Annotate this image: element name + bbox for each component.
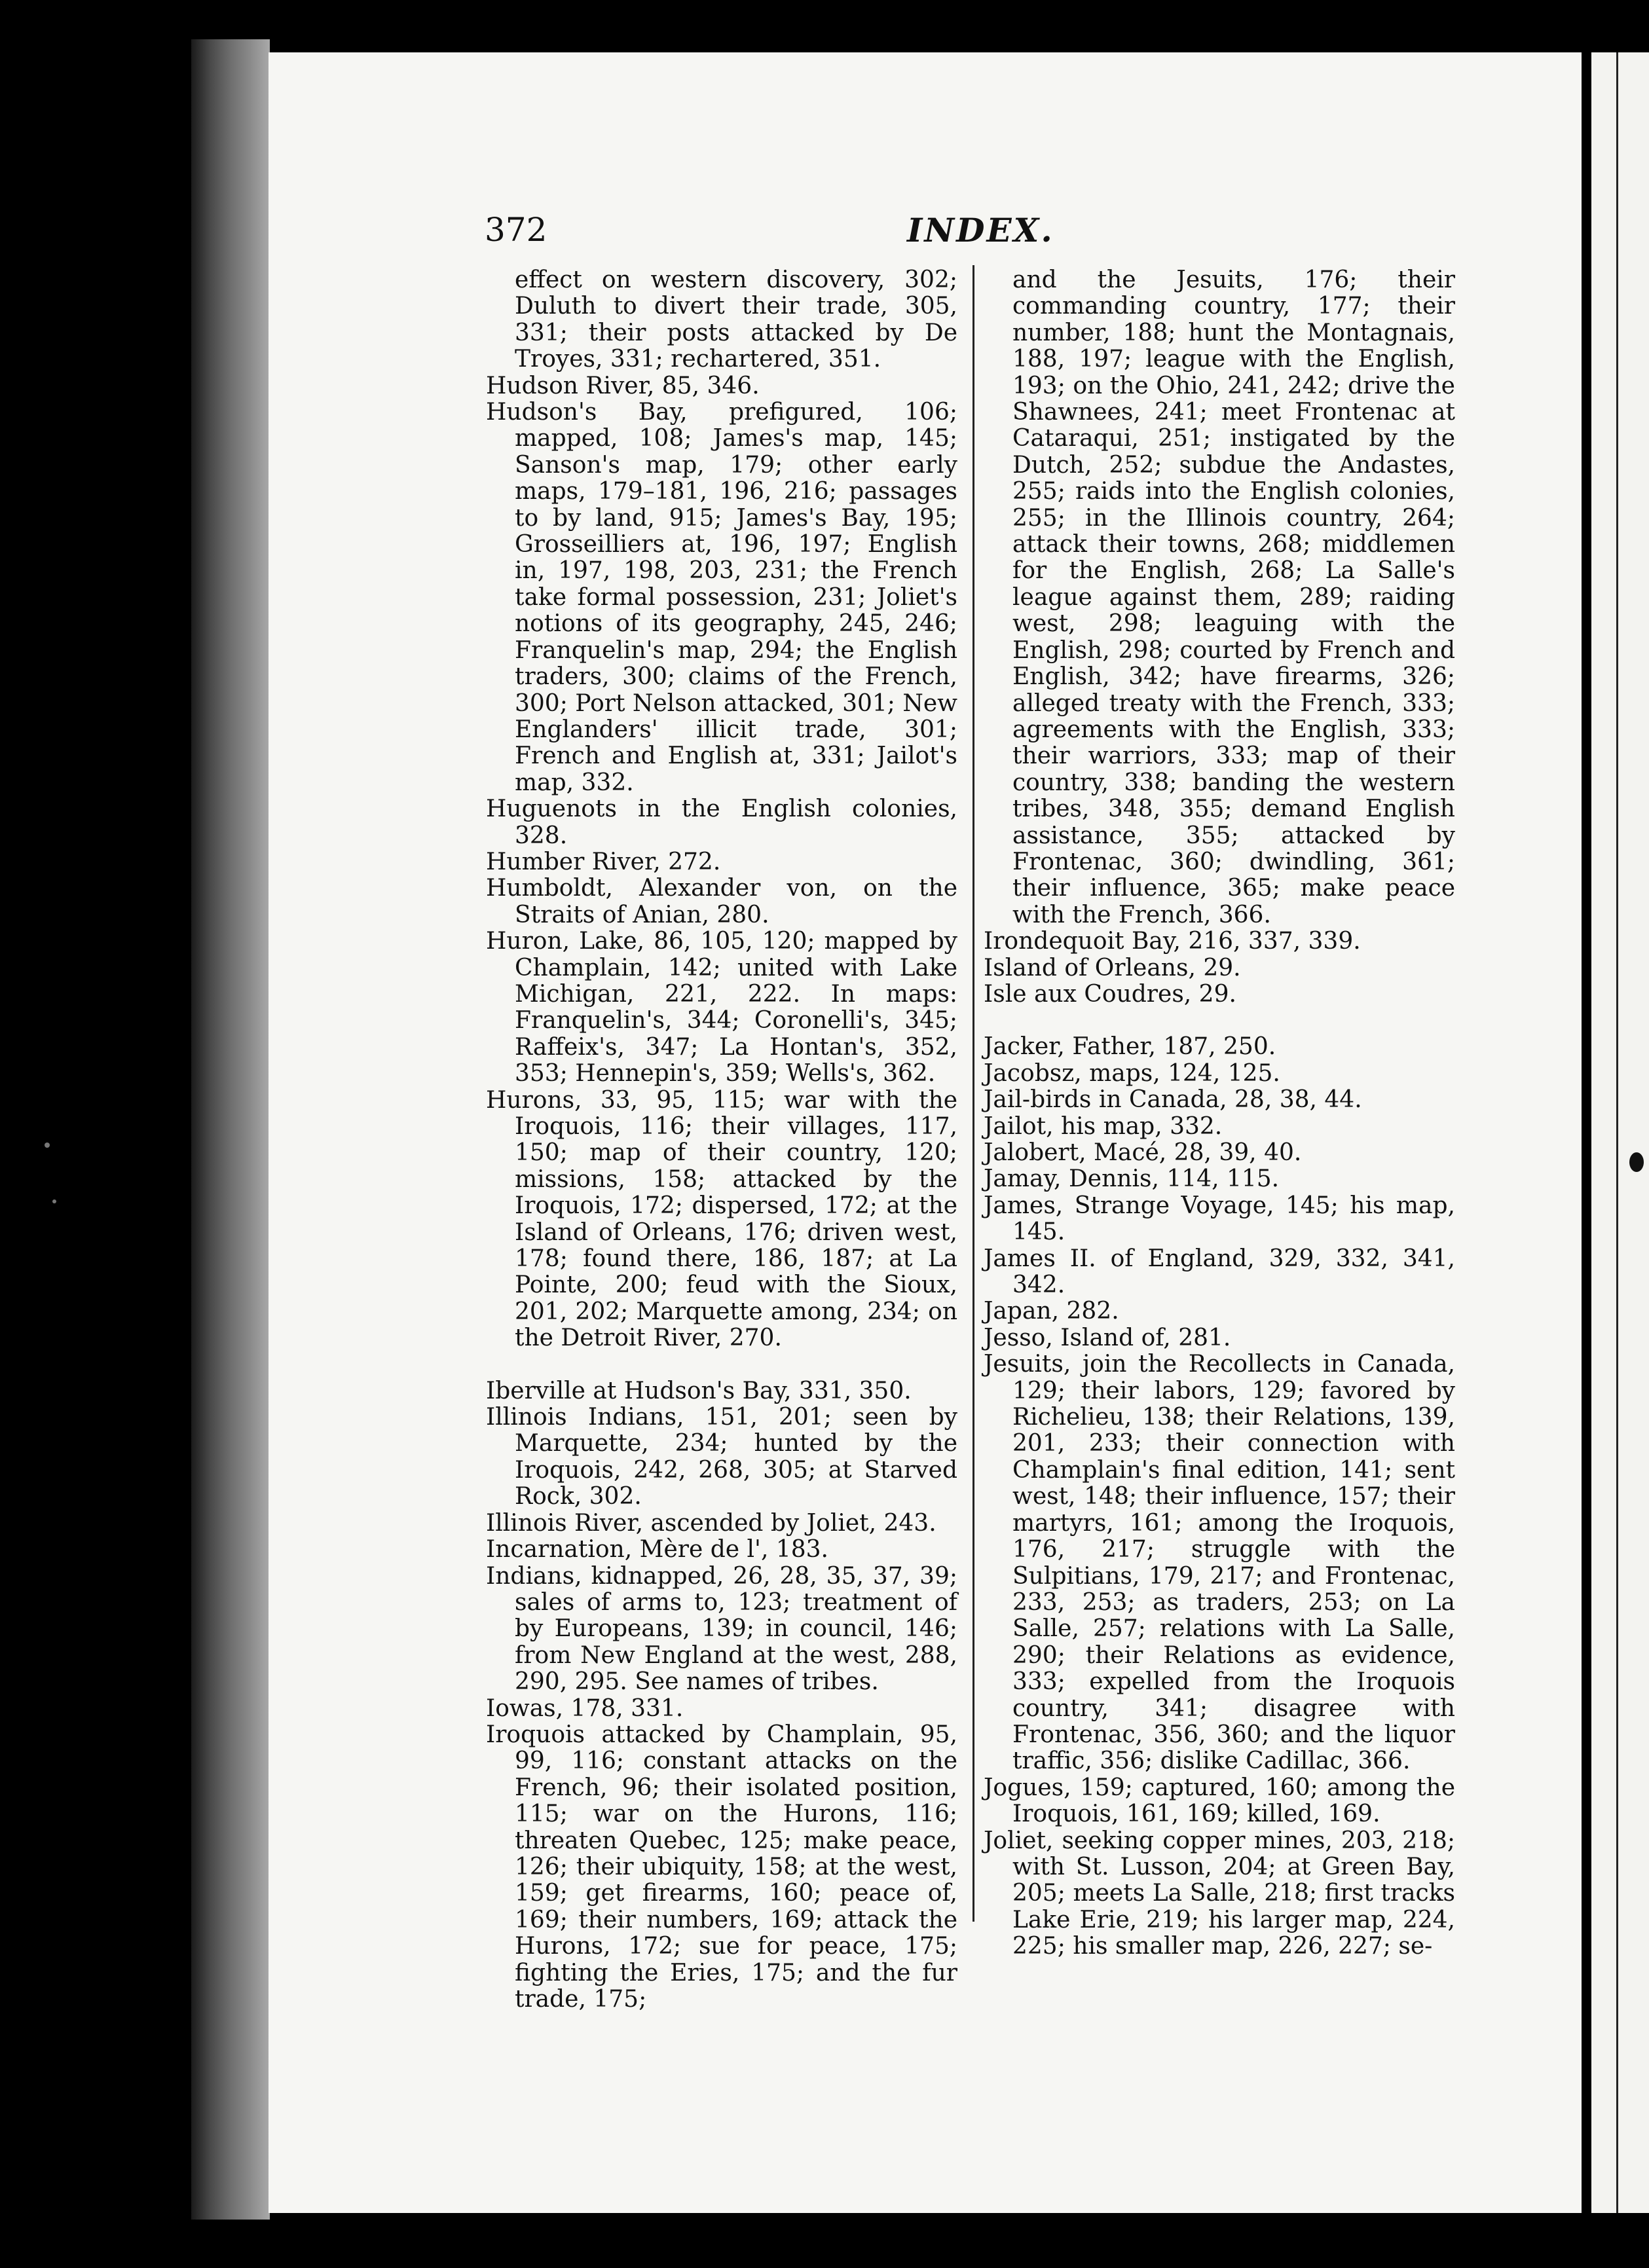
index-entry: Hudson's Bay, prefigured, 106; mapped, 108; James's map, 145; Sanson's map, 179; other early maps, 179–181, 196, 216; passages to by land, 915; James's Bay, 195; Grosseilliers at, 196, 197; English in, 197, 198, 203, 231; the French take formal possession, 231; Joliet's notions of its geography, 245, 246; Franquelin's map, 294; the English traders, 300; claims of the French, 300; Port Nelson attacked, 301; New Englanders' illicit trade, 301; French and English at, 331; Jailot's map, 332. — [486, 399, 957, 796]
index-entry: Indians, kidnapped, 26, 28, 35, 37, 39; sales of arms to, 123; treatment of by Europeans, 139; in council, 146; from New England at the west, 288, 290, 295. See names of tribes. — [486, 1562, 957, 1696]
index-entry: James II. of England, 329, 332, 341, 342. — [984, 1245, 1455, 1299]
index-entry: Hudson River, 85, 346. — [486, 372, 760, 399]
index-column-left — [486, 267, 957, 2013]
index-entry: Jalobert, Macé, 28, 39, 40. — [984, 1139, 1302, 1166]
facing-page-edge — [1591, 52, 1649, 2213]
page-number: 372 — [485, 211, 547, 249]
index-entry: Jacker, Father, 187, 250. — [984, 1033, 1276, 1061]
ink-blot — [1629, 1152, 1644, 1172]
index-column-right — [984, 267, 1455, 1960]
index-entry: Jogues, 159; captured, 160; among the Iroquois, 161, 169; killed, 169. — [984, 1774, 1455, 1828]
index-entry: Humboldt, Alexander von, on the Straits of Anian, 280. — [486, 875, 957, 928]
running-title: INDEX. — [907, 211, 1054, 249]
index-entry: Japan, 282. — [984, 1298, 1119, 1325]
index-entry: Jacobsz, maps, 124, 125. — [984, 1059, 1280, 1087]
index-entry: Incarnation, Mère de l', 183. — [486, 1536, 828, 1564]
letter-section-gap — [486, 1352, 957, 1378]
facing-page-border — [1616, 52, 1618, 2213]
letter-section-gap — [984, 1008, 1455, 1034]
index-entry: Jail-birds in Canada, 28, 38, 44. — [984, 1086, 1362, 1114]
index-entry: Illinois River, ascended by Joliet, 243. — [486, 1509, 936, 1537]
column-divider — [973, 265, 974, 1922]
index-entry: effect on western discovery, 302; Duluth to divert their trade, 305, 331; their posts attacked by De Troyes, 331; rechartered, 351. — [515, 266, 957, 373]
index-entry: Jesso, Island of, 281. — [984, 1324, 1231, 1351]
index-entry: Hurons, 33, 95, 115; war with the Iroquois, 116; their villages, 117, 150; map of their country, 120; missions, 158; attacked by the Iroquois, 172; dispersed, 172; at the Island of Orleans, 176; driven west, 178; found there, 186, 187; at La Pointe, 200; feud with the Sioux, 201, 202; Marquette among, 234; on the Detroit River, 270. — [486, 1086, 957, 1352]
index-entry: and the Jesuits, 176; their commanding country, 177; their number, 188; hunt the Montagnais, 188, 197; league with the English, 193; on the Ohio, 241, 242; drive the Shawnees, 241; meet Frontenac at Cataraqui, 251; instigated by the Dutch, 252; subdue the Andastes, 255; raids into the English colonies, 255; in the Illinois country, 264; attack their towns, 268; middlemen for the English, 268; La Salle's league against them, 289; raiding west, 298; leaguing with the English, 298; courted by French and English, 342; have firearms, 326; alleged treaty with the French, 333; agreements with the English, 333; their warriors, 333; map of their country, 338; banding the western tribes, 348, 355; demand English assistance, 355; attacked by Frontenac, 360; dwindling, 361; their influence, 365; make peace with the French, 366. — [1012, 266, 1455, 928]
index-entry: Illinois Indians, 151, 201; seen by Marquette, 234; hunted by the Iroquois, 242, 268, 305; at Starved Rock, 302. — [486, 1404, 957, 1510]
index-entry: Iowas, 178, 331. — [486, 1694, 684, 1722]
page-edge — [191, 39, 270, 2220]
index-entry: Jamay, Dennis, 114, 115. — [984, 1165, 1280, 1193]
index-entry: Humber River, 272. — [486, 848, 721, 875]
index-entry: Jesuits, join the Recollects in Canada, 129; their labors, 129; favored by Richelieu, 138; their Relations, 139, 201, 233; their connection with Champlain's final edition, 141; sent west, 148; their influence, 157; their martyrs, 161; among the Iroquois, 176, 217; struggle with the Sulpitians, 179, 217; and Frontenac, 233, 253; as traders, 253; on La Salle, 257; relations with La Salle, 290; their Relations as evidence, 333; expelled from the Iroquois country, 341; disagree with Frontenac, 356, 360; and the liquor traffic, 356; dislike Cadillac, 366. — [984, 1351, 1455, 1775]
index-entry: Huguenots in the English colonies, 328. — [486, 796, 957, 849]
dust-speck — [45, 1143, 50, 1148]
index-entry: Joliet, seeking copper mines, 203, 218; with St. Lusson, 204; at Green Bay, 205; meets La Salle, 218; first tracks Lake Erie, 219; his larger map, 224, 225; his smaller map, 226, 227; se- — [984, 1827, 1455, 1960]
index-entry: Island of Orleans, 29. — [984, 954, 1241, 981]
index-entry: Iberville at Hudson's Bay, 331, 350. — [486, 1377, 912, 1404]
dust-speck — [52, 1199, 56, 1203]
index-entry: Huron, Lake, 86, 105, 120; mapped by Champlain, 142; united with Lake Michigan, 221, 222. In maps: Franquelin's, 344; Coronelli's, 345; Raffeix's, 347; La Hontan's, 352, 353; Hennepin's, 359; Wells's, 362. — [486, 928, 957, 1088]
index-entry: Iroquois attacked by Champlain, 95, 99, 116; constant attacks on the French, 96; their isolated position, 115; war on the Hurons, 116; threaten Quebec, 125; make peace, 126; their ubiquity, 158; at the west, 159; get firearms, 160; peace of, 169; their numbers, 169; attack the Hurons, 172; sue for peace, 175; fighting the Eries, 175; and the fur trade, 175; — [486, 1721, 957, 2013]
index-entry: Isle aux Coudres, 29. — [984, 980, 1236, 1008]
index-entry: Jailot, his map, 332. — [984, 1112, 1223, 1140]
index-entry: James, Strange Voyage, 145; his map, 145. — [984, 1192, 1455, 1246]
index-entry: Irondequoit Bay, 216, 337, 339. — [984, 928, 1361, 955]
